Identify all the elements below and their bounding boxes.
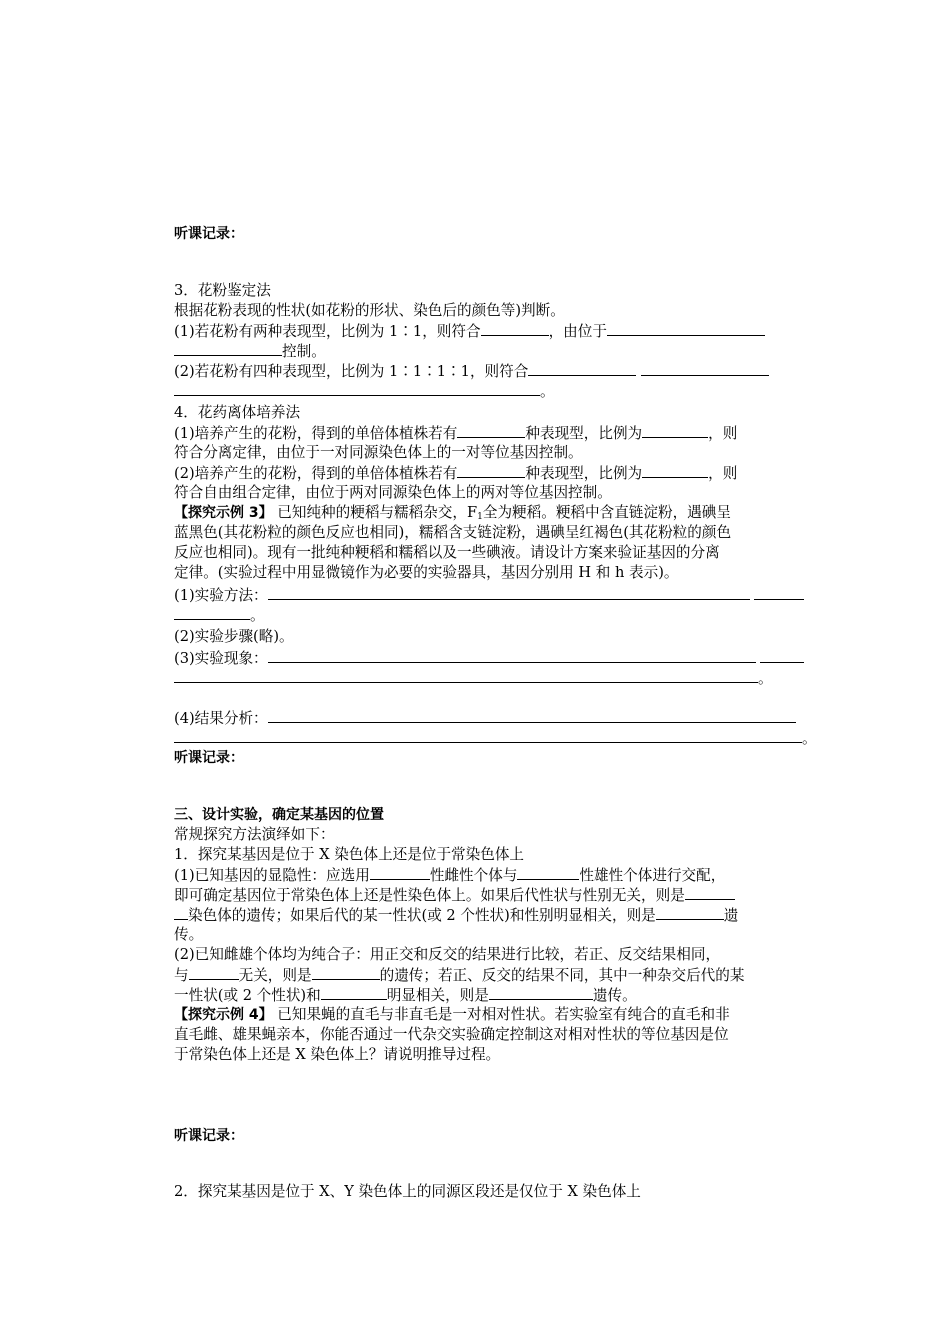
blank[interactable] bbox=[481, 321, 549, 336]
paragraph-1-line-2: 即可确定基因位于常染色体上还是性染色体上。如果后代性状与性别无关，则是 bbox=[174, 885, 735, 906]
section-4-line-2: (2)培养产生的花粉，得到的单倍体植株若有 种表现型，比例为 ，则 bbox=[174, 465, 738, 482]
question-4-cont: 。 bbox=[174, 728, 817, 749]
blank[interactable] bbox=[268, 648, 756, 663]
blank[interactable] bbox=[457, 423, 525, 438]
blank[interactable] bbox=[174, 341, 282, 356]
example-4-line-2: 直毛雌、雄果蝇亲本，你能否通过一代杂交实验确定控制这对相对性状的等位基因是位 bbox=[174, 1026, 729, 1043]
blank[interactable] bbox=[528, 361, 636, 376]
section-4-line-1-cont: 符合分离定律，由位于一对同源染色体上的一对等位基因控制。 bbox=[174, 444, 583, 461]
paragraph-2-line-1: (2)已知雌雄个体均为纯合子：用正交和反交的结果进行比较，若正、反交结果相同， bbox=[174, 946, 721, 963]
question-3: (3)实验现象： bbox=[174, 648, 804, 669]
blank[interactable] bbox=[489, 985, 593, 1000]
question-1: (1)实验方法： bbox=[174, 585, 804, 606]
blank[interactable] bbox=[174, 668, 758, 683]
question-4: (4)结果分析： bbox=[174, 708, 796, 729]
subsection-2-title: 2．探究某基因是位于 X、Y 染色体上的同源区段还是仅位于 X 染色体上 bbox=[174, 1183, 641, 1200]
blank[interactable] bbox=[370, 865, 430, 880]
blank[interactable] bbox=[642, 423, 708, 438]
section-3-line-1: (1)若花粉有两种表现型，比例为 1∶1，则符合 ，由位于 bbox=[174, 321, 765, 342]
section-4-title: 4．花药离体培养法 bbox=[174, 404, 301, 421]
example-3-line-3: 反应也相同)。现有一批纯种粳稻和糯稻以及一些碘液。请设计方案来验证基因的分离 bbox=[174, 544, 720, 561]
blank[interactable] bbox=[174, 728, 802, 743]
blank[interactable] bbox=[268, 585, 750, 600]
example-4-tag: 【探究示例 4】 bbox=[174, 1007, 273, 1023]
paragraph-2-line-2: 与 无关，则是 的遗传；若正、反交的结果不同，其中一种杂交后代的某 bbox=[174, 967, 745, 984]
part-3-intro: 常规探究方法演绎如下： bbox=[174, 826, 335, 843]
paragraph-1-line-3: 染色体的遗传；如果后代的某一性状(或 2 个性状)和性别明显相关，则是 遗 bbox=[174, 905, 738, 926]
blank[interactable] bbox=[321, 985, 387, 1000]
example-3-line-4: 定律。(实验过程中用显微镜作为必要的实验器具，基因分别用 H 和 h 表示)。 bbox=[174, 564, 679, 581]
blank[interactable] bbox=[656, 905, 724, 920]
question-2: (2)实验步骤(略)。 bbox=[174, 628, 294, 645]
paragraph-1-line-4: 传。 bbox=[174, 926, 204, 943]
blank[interactable] bbox=[517, 865, 579, 880]
example-4-line-3: 于常染色体上还是 X 染色体上？请说明推导过程。 bbox=[174, 1046, 501, 1063]
blank[interactable] bbox=[760, 648, 804, 663]
blank[interactable] bbox=[174, 905, 188, 920]
question-3-cont: 。 bbox=[174, 668, 773, 689]
part-3-heading: 三、设计实验，确定某基因的位置 bbox=[174, 807, 384, 823]
blank[interactable] bbox=[268, 708, 796, 723]
subsection-1-title: 1．探究某基因是位于 X 染色体上还是位于常染色体上 bbox=[174, 846, 525, 863]
blank[interactable] bbox=[457, 463, 525, 478]
notes-label: 听课记录： bbox=[174, 226, 244, 242]
blank[interactable] bbox=[174, 381, 540, 396]
section-4-line-2-cont: 符合自由组合定律，由位于两对同源染色体上的两对等位基因控制。 bbox=[174, 484, 612, 501]
section-3-title: 3．花粉鉴定法 bbox=[174, 282, 271, 299]
example-3-line-2: 蓝黑色(其花粉粒的颜色反应也相同)，糯稻含支链淀粉，遇碘呈红褐色(其花粉粒的颜色 bbox=[174, 524, 732, 541]
section-4-line-1: (1)培养产生的花粉，得到的单倍体植株若有 种表现型，比例为 ，则 bbox=[174, 425, 738, 442]
paragraph-2-line-3: 一性状(或 2 个性状)和 明显相关，则是 遗传。 bbox=[174, 987, 637, 1004]
blank[interactable] bbox=[607, 321, 765, 336]
blank[interactable] bbox=[312, 965, 380, 980]
section-3-line-2: (2)若花粉有四种表现型，比例为 1∶1∶1∶1，则符合 bbox=[174, 361, 769, 382]
section-3-line-2-cont: 。 bbox=[174, 381, 555, 402]
blank[interactable] bbox=[685, 885, 735, 900]
blank[interactable] bbox=[642, 463, 708, 478]
example-4-line-1: 【探究示例 4】 已知果蝇的直毛与非直毛是一对相对性状。若实验室有纯合的直毛和非 bbox=[174, 1006, 730, 1023]
example-3-tag: 【探究示例 3】 bbox=[174, 505, 273, 521]
section-3-line-1-cont: 控制。 bbox=[174, 341, 326, 362]
blank[interactable] bbox=[189, 965, 239, 980]
blank[interactable] bbox=[754, 585, 804, 600]
blank[interactable] bbox=[641, 361, 769, 376]
section-3-intro: 根据花粉表现的性状(如花粉的形状、染色后的颜色等)判断。 bbox=[174, 302, 565, 319]
notes-label: 听课记录： bbox=[174, 750, 244, 766]
paragraph-1-line-1: (1)已知基因的显隐性：应选用 性雌性个体与 性雄性个体进行交配， bbox=[174, 867, 726, 884]
question-1-cont: 。 bbox=[174, 605, 265, 626]
example-3-line-1: 【探究示例 3】 已知纯种的粳稻与糯稻杂交，$F_1$全为粳稻。粳稻中含直链淀粉，遇碘呈 bbox=[174, 504, 731, 522]
notes-label: 听课记录： bbox=[174, 1128, 244, 1144]
blank[interactable] bbox=[174, 605, 250, 620]
